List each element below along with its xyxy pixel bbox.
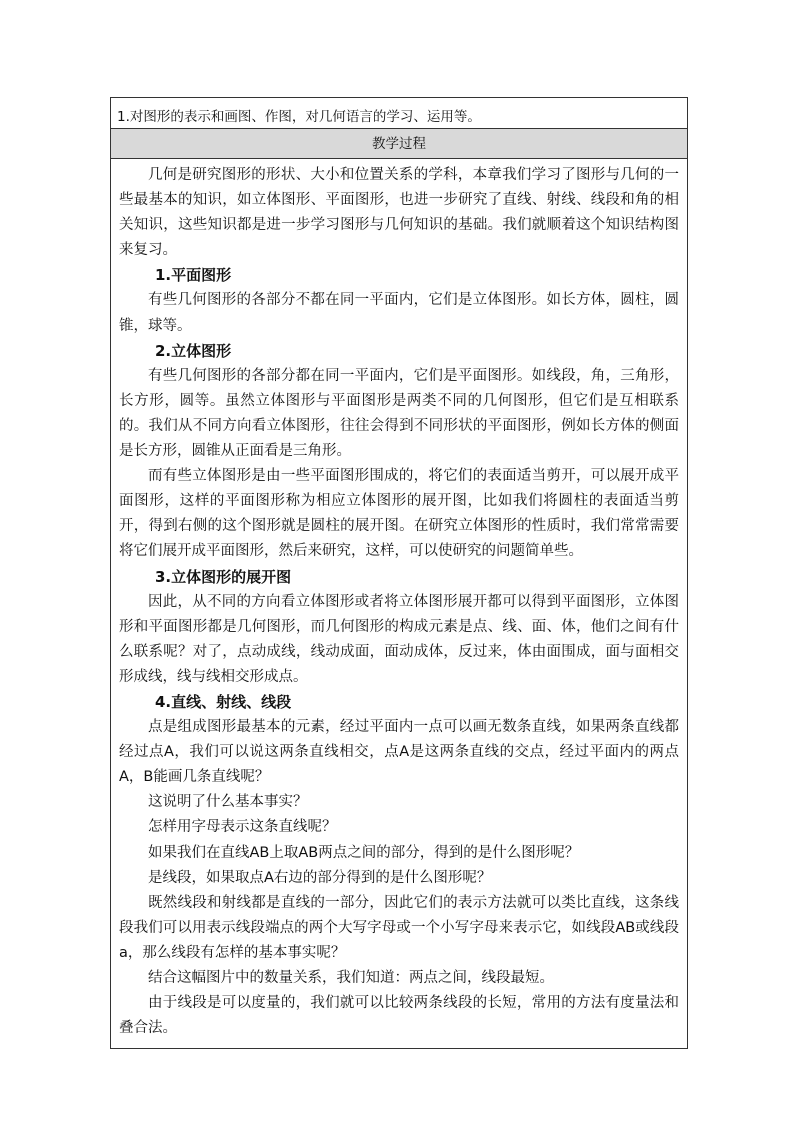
paragraph-shortest: 结合这幅图片中的数量关系，我们知道：两点之间，线段最短。 <box>148 970 554 986</box>
heading-lines: 4.直线、射线、线段 <box>155 692 292 711</box>
paragraph-segment-notation: 既然线段和射线都是直线的一部分，因此它们的表示方法就可以类比直线，这条线段我们可以用表示线段端点的两个大写字母或一个小写字母来表示它，如线段AB或线段a，那么线段有怎样的基本事实呢？ <box>119 894 679 961</box>
paragraph-point: 点是组成图形最基本的元素，经过平面内一点可以画无数条直线，如果两条直线都经过点A，我们可以说这两条直线相交，点A是这两条直线的交点，经过平面内的两点A，B能画几条直线呢？ <box>119 719 679 786</box>
paragraph-question-fact: 这说明了什么基本事实？ <box>148 794 308 811</box>
paragraph-intro: 几何是研究图形的形状、大小和位置关系的学科，本章我们学习了图形与几何的一些最基本的知识，如立体图形、平面图形，也进一步研究了直线、射线、线段和角的相关知识，这些知识都是进一步学习图形与几何知识的基础。我们就顺着这个知识结构图来复习。 <box>119 167 679 259</box>
objective-text: 1.对图形的表示和画图、作图，对几何语言的学习、运用等。 <box>117 109 481 125</box>
section-header-row <box>111 129 687 159</box>
section-header: 教学过程 <box>372 136 426 152</box>
objective-row <box>111 98 687 129</box>
heading-nets: 3.立体图形的展开图 <box>155 567 292 586</box>
paragraph-compare: 由于线段是可以度量的，我们就可以比较两条线段的长短，常用的方法有度量法和叠合法。 <box>119 995 679 1037</box>
paragraph-net: 而有些立体图形是由一些平面图形围成的，将它们的表面适当剪开，可以展开成平面图形，这样的平面图形称为相应立体图形的展开图，比如我们将圆柱的表面适当剪开，得到右侧的这个图形就是圆柱的展开图。在研究立体图形的性质时，我们常常需要将它们展开成平面图形，然后来研究，这样，可以使研究的问题简单些。 <box>119 468 679 560</box>
content-cell <box>111 159 687 1048</box>
paragraph-question-notation: 怎样用字母表示这条直线呢？ <box>148 819 337 836</box>
paragraph-elements: 因此，从不同的方向看立体图形或者将立体图形展开都可以得到平面图形，立体图形和平面图形都是几何图形，而几何图形的构成元素是点、线、面、体，他们之间有什么联系呢？对了，点动成线，线动成面，面动成体，反过来，体由面围成，面与面相交形成线，线与线相交形成点。 <box>119 593 679 685</box>
heading-plane-figures: 1.平面图形 <box>155 266 232 285</box>
paragraph-ray: 是线段，如果取点A右边的部分得到的是什么图形呢？ <box>148 869 492 886</box>
paragraph-question-segment: 如果我们在直线AB上取AB两点之间的部分，得到的是什么图形呢？ <box>148 844 580 861</box>
heading-solid-figures: 2.立体图形 <box>155 341 232 360</box>
paragraph-plane-definition: 有些几何图形的各部分都在同一平面内，它们是平面图形。如线段，角，三角形，长方形，圆等。虽然立体图形与平面图形是两类不同的几何图形，但它们是互相联系的。我们从不同方向看立体图形，往往会得到不同形状的平面图形，例如长方体的侧面是长方形，圆锥从正面看是三角形。 <box>119 367 679 460</box>
lesson-table <box>110 97 688 1049</box>
paragraph-solid-definition: 有些几何图形的各部分不都在同一平面内，它们是立体图形。如长方体，圆柱，圆锥，球等。 <box>119 292 679 334</box>
